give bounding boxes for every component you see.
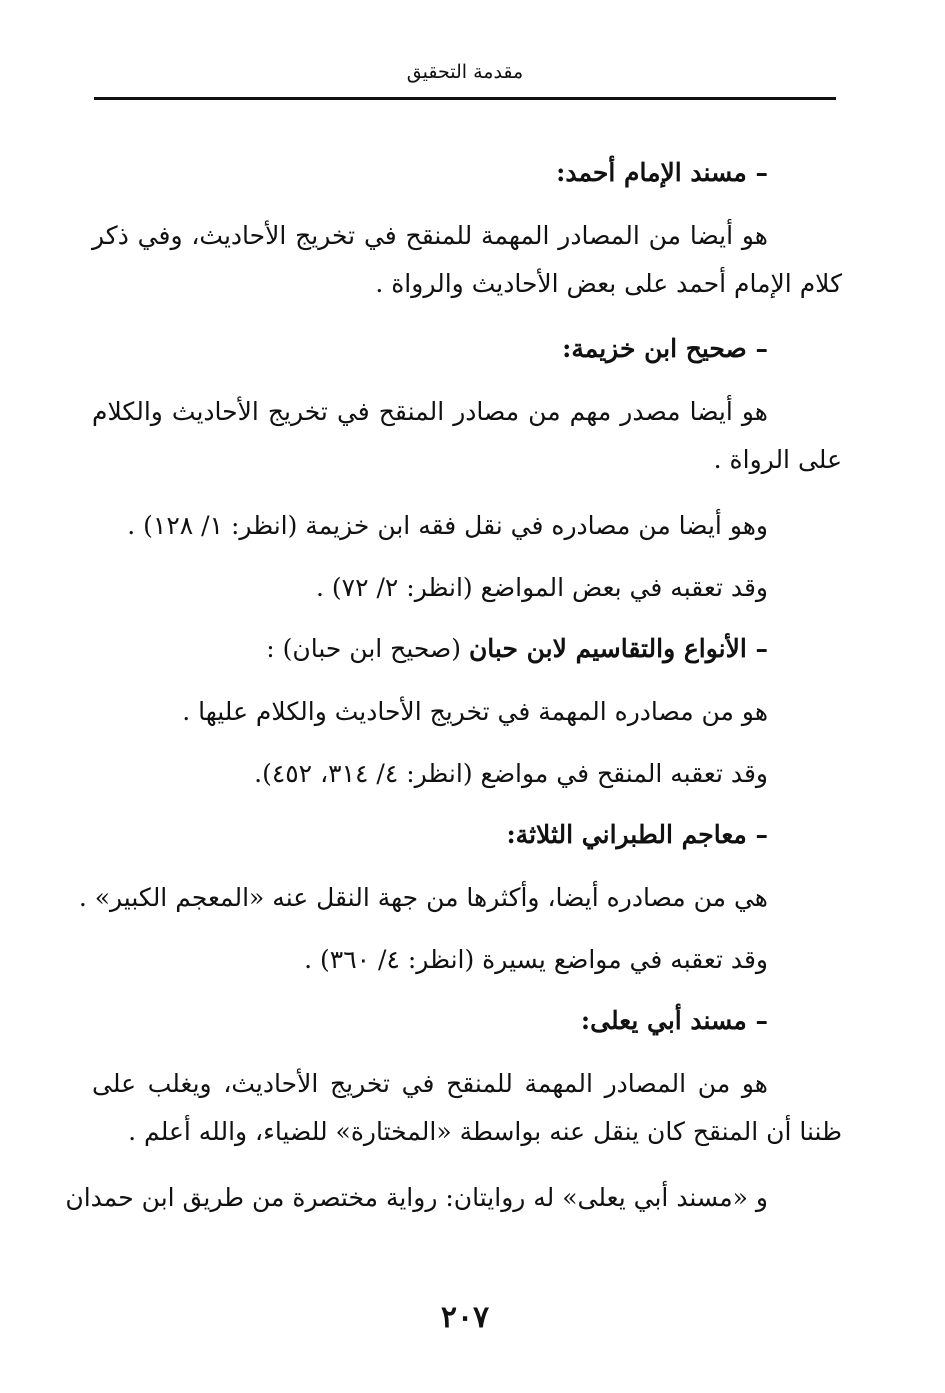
text-line-ibn-hibban-sources: هو من مصادره المهمة في تخريج الأحاديث والكلام عليها . [182, 697, 768, 726]
header-rule [94, 97, 836, 100]
paragraph-musnad-ahmad: هو أيضا من المصادر المهمة للمنقح في تخريج الأحاديث، وفي ذكر كلام الإمام أحمد على بعض الأحاديث والرواة . [92, 221, 842, 298]
text-line-tabarani-critique: وقد تعقبه في مواضع يسيرة (انظر: ٤/ ٣٦٠) . [304, 945, 768, 974]
section-heading-ibn-hibban [92, 626, 842, 672]
running-header: مقدمة التحقيق [406, 61, 524, 83]
text-line-ibn-hibban-critique: وقد تعقبه المنقح في مواضع (انظر: ٤/ ٣١٤، ٤٥٢). [254, 759, 768, 788]
text-line-abu-yala-narrations: و «مسند أبي يعلى» له روايتان: رواية مختصرة من طريق ابن حمدان [65, 1183, 768, 1212]
section-heading-abu-yala: – مسند أبي يعلى: [580, 1006, 768, 1035]
page-number: ٢٠٧ [440, 1300, 490, 1335]
text-line-ibn-khuzayma-fiqh: وهو أيضا من مصادره في نقل فقه ابن خزيمة (انظر: ١/ ١٢٨) . [127, 511, 768, 540]
section-heading-musnad-ahmad: – مسند الإمام أحمد: [556, 158, 768, 187]
heading-bold-part: – الأنواع والتقاسيم لابن حبان [468, 634, 768, 663]
text-line-tabarani-sources: هي من مصادره أيضا، وأكثرها من جهة النقل عنه «المعجم الكبير» . [78, 883, 768, 912]
page-body [65, 150, 842, 1236]
paragraph-sahih-ibn-khuzayma: هو أيضا مصدر مهم من مصادر المنقح في تخريج الأحاديث والكلام على الرواة . [92, 397, 842, 474]
section-heading-tabarani: – معاجم الطبراني الثلاثة: [506, 820, 768, 849]
text-line-ibn-khuzayma-critique: وقد تعقبه في بعض المواضع (انظر: ٢/ ٧٢) . [316, 573, 768, 602]
section-heading-sahih-ibn-khuzayma: – صحيح ابن خزيمة: [562, 334, 768, 363]
paragraph-abu-yala: هو من المصادر المهمة للمنقح في تخريج الأحاديث، ويغلب على ظننا أن المنقح كان ينقل عنه بواسطة «المختارة» للضياء، والله أعلم . [92, 1069, 842, 1146]
heading-plain-part: (صحيح ابن حبان) : [266, 634, 469, 663]
